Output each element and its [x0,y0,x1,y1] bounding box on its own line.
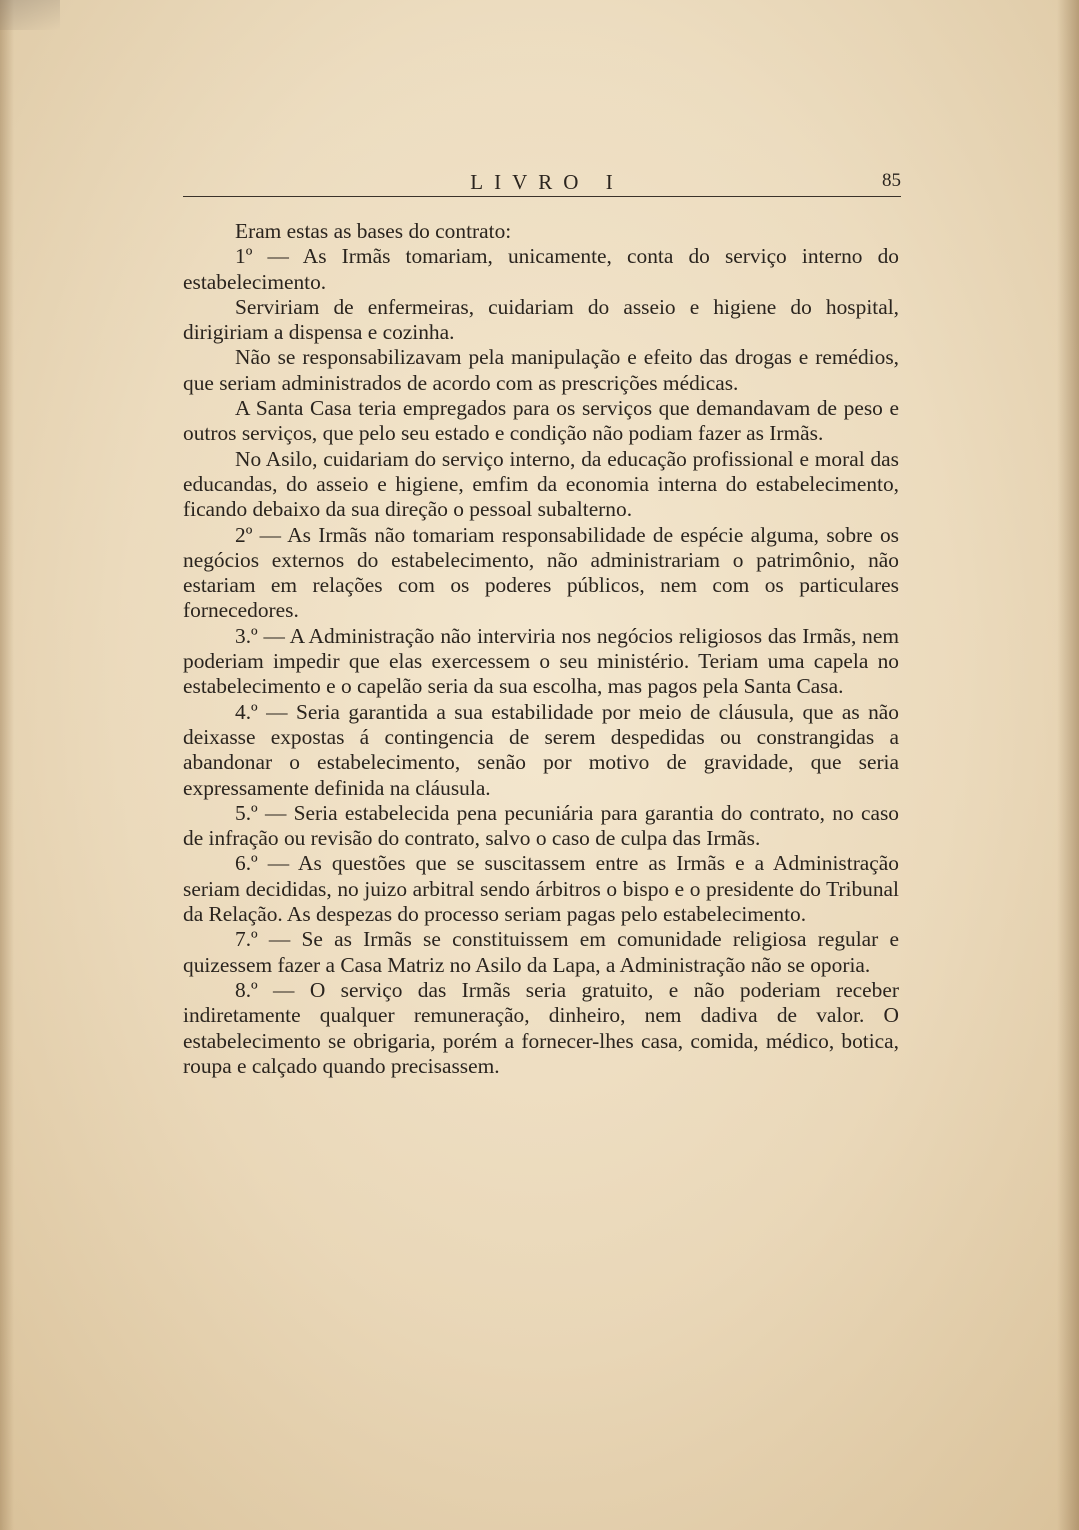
paragraph-clause-8: 8.º — O serviço das Irmãs seria gratuito, e não poderiam receber indiretamente qualquer remuneração, dinheiro, nem dadiva de valor. O estabelecimento se obrigaria, porém a fornecer-lhes casa, comida, médico, botica, roupa e calçado quando precisassem. [183,977,899,1078]
page-corner [0,0,60,30]
body-text [183,219,899,1079]
paragraph-clause-1-drugs: Não se responsabilizavam pela manipulação e efeito das drogas e remédios, que seriam administrados de acordo com as prescrições médicas. [183,345,899,395]
paragraph-clause-1-asylum: No Asilo, cuidariam do serviço interno, da educação profissional e moral das educandas, do asseio e higiene, emfim da economia interna do estabelecimento, ficando debaixo da sua direção o pessoal subalterno. [183,446,899,522]
paragraph-clause-7: 7.º — Se as Irmãs se constituissem em comunidade religiosa regular e quizessem fazer a Casa Matriz no Asilo da Lapa, a Administração não se oporia. [183,927,899,977]
page-number: 85 [882,170,901,191]
page-right-edge [1057,0,1079,1530]
paragraph-intro: Eram estas as bases do contrato: [235,219,512,243]
paragraph-clause-4: 4.º — Seria garantida a sua estabilidade por meio de cláusula, que as não deixasse expostas á contingencia de serem despedidas ou constrangidas a abandonar o estabelecimento, senão por motivo de gravidade, que seria expressamente definida na cláusula. [183,699,899,800]
paragraph-clause-3: 3.º — A Administração não interviria nos negócios religiosos das Irmãs, nem poderiam impedir que elas exercessem o seu ministério. Teriam uma capela no estabelecimento e o capelão seria da sua escolha, mas pagos pela Santa Casa. [183,623,899,699]
paragraph-clause-1-nurses: Serviriam de enfermeiras, cuidariam do asseio e higiene do hospital, dirigiriam a dispensa e cozinha. [183,294,899,345]
paragraph-clause-6: 6.º — As questões que se suscitassem entre as Irmãs e a Administração seriam decididas, no juizo arbitral sendo árbitros o bispo e o presidente do Tribunal da Relação. As despezas do processo seriam pagas pelo estabelecimento. [183,851,899,927]
page-left-edge [0,0,14,1530]
paragraph-clause-1-employees: A Santa Casa teria empregados para os serviços que demandavam de peso e outros serviços, que pelo seu estado e condição não podiam fazer as Irmãs. [183,396,899,446]
running-header [183,168,901,198]
paragraph-clause-2: 2º — As Irmãs não tomariam responsabilidade de espécie alguma, sobre os negócios externos do estabelecimento, não administrariam o patrimônio, não estariam em relações com os poderes públicos, nem com os particulares fornecedores. [183,522,899,623]
paragraph-clause-5: 5.º — Seria estabelecida pena pecuniária para garantia do contrato, no caso de infração ou revisão do contrato, salvo o caso de culpa das Irmãs. [183,800,899,851]
paragraph-clause-1: 1º — As Irmãs tomariam, unicamente, conta do serviço interno do estabelecimento. [183,244,899,294]
header-rule [183,196,901,197]
running-title: LIVRO I [470,170,624,194]
